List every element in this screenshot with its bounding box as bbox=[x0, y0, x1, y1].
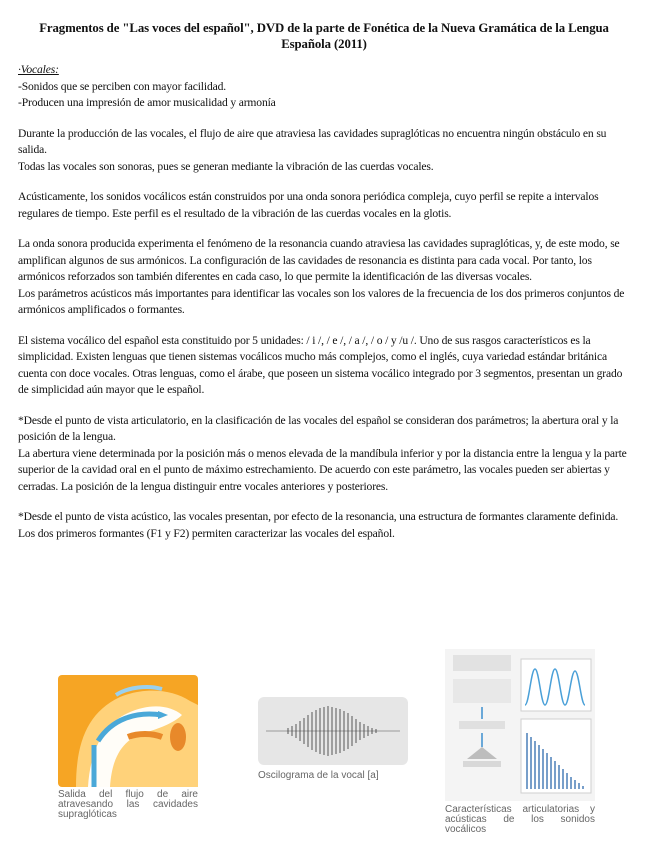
paragraph-line: *Desde el punto de vista articulatorio, en la clasificación de las vocales del español se consideran dos parámetros; la abertura oral y la posición de la lengua. bbox=[18, 413, 619, 443]
paragraph-line: Los parámetros acústicos más importantes para identificar las vocales son los valores de la frecuencia de los dos primeros conjuntos de armónicos amplificados o formantes. bbox=[18, 286, 625, 316]
paragraph-produccion bbox=[18, 126, 630, 176]
paragraph-sistema bbox=[18, 333, 630, 399]
vocales-block bbox=[18, 62, 630, 112]
document-page bbox=[18, 20, 630, 556]
vocal-tract-caption: Salida del flujo de aire atravesando las cavidades supraglóticas bbox=[58, 789, 198, 820]
figures-row bbox=[0, 645, 656, 845]
vocales-heading: ·Vocales: bbox=[18, 63, 59, 76]
vocal-tract-image bbox=[58, 675, 198, 787]
paragraph-line: La onda sonora producida experimenta el fenómeno de la resonancia cuando atraviesa las cavidades supraglóticas, y, de este modo, se amplifican algunos de sus armónicos. La configuración de las cavidades de resonancia es distinta para cada vocal. Por tanto, los armónicos reforzados son también diferentes en cada caso, lo que permite la identificación de las diversas vocales. bbox=[18, 237, 620, 283]
oscillogram-caption: Oscilograma de la vocal [a] bbox=[258, 770, 379, 781]
characteristics-caption: Características articulatorias y acústicas de los sonidos vocálicos bbox=[445, 804, 595, 835]
paragraph-line: *Desde el punto de vista acústico, las vocales presentan, por efecto de la resonancia, una estructura de formantes claramente definida. Los dos primeros formantes (F1 y F2) permiten caracterizar las vocales del español. bbox=[18, 510, 619, 540]
oscillogram-image bbox=[258, 697, 408, 765]
vocal-tract-figure bbox=[58, 675, 198, 787]
characteristics-figure bbox=[445, 649, 595, 801]
bullet-1: -Sonidos que se perciben con mayor facilidad. bbox=[18, 79, 226, 93]
paragraph-resonancia bbox=[18, 236, 630, 319]
paragraph-line: Todas las vocales son sonoras, pues se generan mediante la vibración de las cuerdas vocales. bbox=[18, 159, 434, 173]
paragraph-acustico bbox=[18, 509, 630, 542]
paragraph-line: El sistema vocálico del español esta constituido por 5 unidades: / i /, / e /, / a /, / o / y /u /. Uno de sus rasgos característicos es la simplicidad. Existen lenguas que tienen sistemas vocálicos mucho más complejos, como el inglés, cuya variedad estándar británica cuenta con doce vocales. Otras lenguas, como el árabe, que poseen un sistema vocálico integrado por 3 segmentos, presentan un grado de simplicidad aún mayor que le español. bbox=[18, 333, 623, 396]
paragraph-line: La abertura viene determinada por la posición más o menos elevada de la mandíbula inferior y por la distancia entre la lengua y la parte superior de la cavidad oral en el punto de máximo estrechamiento. De acuerdo con este parámetro, las vocales pueden ser abiertas y cerradas. La posición de la lengua distinguir entre vocales anteriores y posteriores. bbox=[18, 446, 627, 493]
paragraph-line: Durante la producción de las vocales, el flujo de aire que atraviesa las cavidades supraglóticas no encuentra ningún obstáculo en su salida. bbox=[18, 126, 607, 156]
page-title: Fragmentos de "Las voces del español", DVD de la parte de Fonética de la Nueva Gramática de la Lengua Española (2011) bbox=[39, 21, 609, 51]
paragraph-acustica bbox=[18, 189, 630, 222]
paragraph-line: Acústicamente, los sonidos vocálicos están construidos por una onda sonora periódica compleja, cuyo perfil se repite a intervalos regulares de tiempo. Este perfil es el resultado de la vibración de las cuerdas vocales en la glotis. bbox=[18, 190, 599, 220]
bullet-2: -Producen una impresión de amor musicalidad y armonía bbox=[18, 96, 276, 109]
paragraph-articulatorio bbox=[18, 413, 630, 496]
oscillogram-figure bbox=[258, 697, 408, 765]
characteristics-image bbox=[445, 649, 595, 801]
